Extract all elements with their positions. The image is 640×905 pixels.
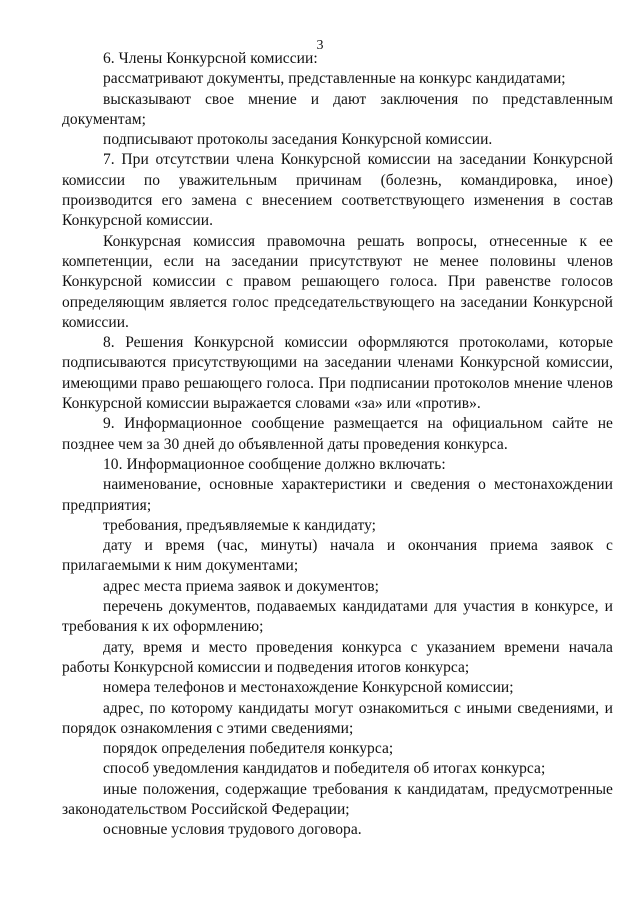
list-item-contest-date-place: дату, время и место проведения конкурса с указанием времени начала работы Конкурсной комиссии и подведения итогов конкурса; xyxy=(62,638,613,676)
list-item-documents-list: перечень документов, подаваемых кандидатами для участия в конкурсе, и требования к их оформлению; xyxy=(62,598,613,636)
paragraph-quorum: Конкурсная комиссия правомочна решать вопросы, отнесенные к ее компетенции, если на заседании присутствуют не менее половины членов Конкурсной комиссии с правом решающего голоса. При равенстве голосов определяющим является голос председательствующего на заседании Конкурсной комиссии. xyxy=(62,232,613,331)
list-item-other-information: адрес, по которому кандидаты могут ознакомиться с иными сведениями, и порядок ознакомления с этими сведениями; xyxy=(62,699,613,737)
list-item-application-address: адрес места приема заявок и документов; xyxy=(103,577,379,595)
list-item-application-dates: дату и время (час, минуты) начала и окончания приема заявок с прилагаемыми к ним документами; xyxy=(62,537,613,575)
paragraph-express-opinion: высказывают свое мнение и дают заключения по представленным документам; xyxy=(62,90,613,128)
paragraph-clause-7: 7. При отсутствии члена Конкурсной комиссии на заседании Конкурсной комиссии по уважительным причинам (болезнь, командировка, иное) производится его замена с внесением соответствующего изменения в состав Конкурсной комиссии. xyxy=(62,151,613,230)
document-body xyxy=(62,49,613,841)
paragraph-sign-protocols: подписывают протоколы заседания Конкурсной комиссии. xyxy=(103,131,493,149)
list-item-enterprise-info: наименование, основные характеристики и сведения о местонахождении предприятия; xyxy=(62,476,613,514)
list-item-other-provisions: иные положения, содержащие требования к кандидатам, предусмотренные законодательством Российской Федерации; xyxy=(62,780,613,818)
paragraph-clause-8: 8. Решения Конкурсной комиссии оформляются протоколами, которые подписываются присутствующими на заседании членами Конкурсной комиссии, имеющими право решающего голоса. При подписании протоколов мнение членов Конкурсной комиссии выражается словами «за» или «против». xyxy=(62,334,613,413)
list-item-labor-contract: основные условия трудового договора. xyxy=(103,821,362,839)
paragraph-clause-10: 10. Информационное сообщение должно включать: xyxy=(103,455,446,473)
list-item-notification-method: способ уведомления кандидатов и победителя об итогах конкурса; xyxy=(103,760,546,778)
list-item-commission-contacts: номера телефонов и местонахождение Конкурсной комиссии; xyxy=(103,679,514,697)
paragraph-review-documents: рассматривают документы, представленные на конкурс кандидатами; xyxy=(103,70,566,88)
list-item-winner-procedure: порядок определения победителя конкурса; xyxy=(103,740,394,758)
page-number: 3 xyxy=(316,38,324,53)
list-item-candidate-requirements: требования, предъявляемые к кандидату; xyxy=(103,516,377,534)
paragraph-clause-9: 9. Информационное сообщение размещается на официальном сайте не позднее чем за 30 дней до объявленной даты проведения конкурса. xyxy=(62,415,613,453)
paragraph-clause-6: 6. Члены Конкурсной комиссии: xyxy=(103,50,318,67)
